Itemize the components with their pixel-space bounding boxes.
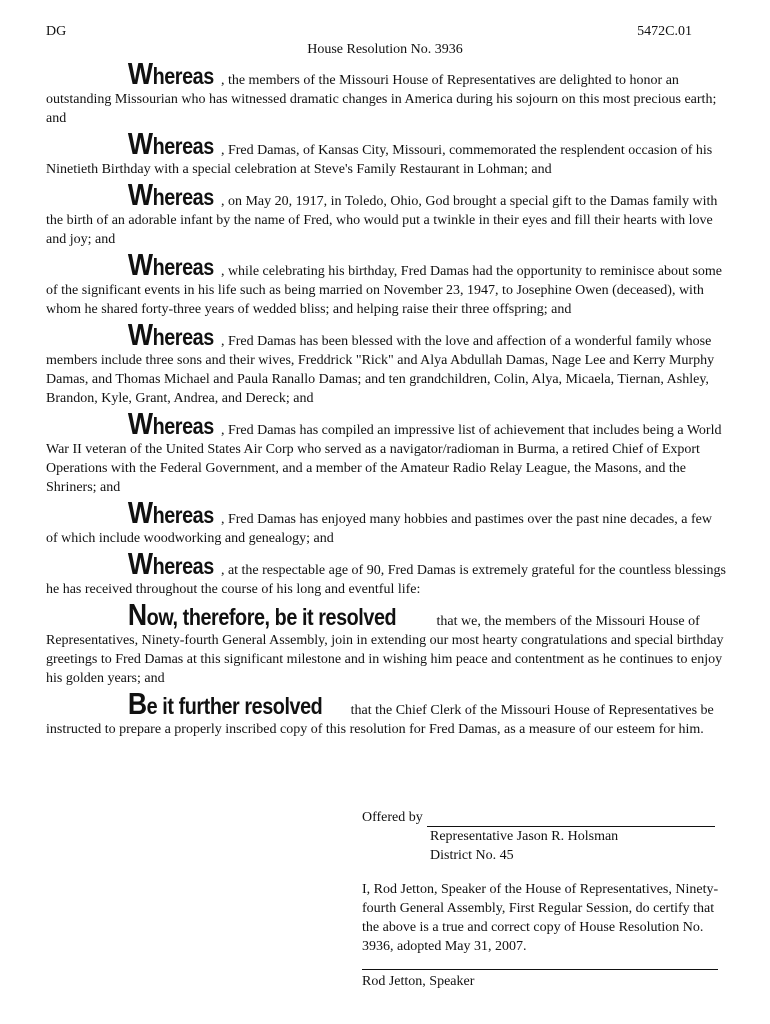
- paragraph-text: , while celebrating his birthday, Fred Damas had the opportunity to reminisce about some of the significant events in his life such as being married on November 23, 1947, to Josephine Owen (deceased), with whom he shared forty-three years of wedded bliss; and helping raise their three offspring; and: [46, 264, 722, 317]
- lead-capital: W: [127, 495, 153, 530]
- header-left-code: DG: [46, 24, 67, 39]
- lead-capital: W: [127, 247, 153, 282]
- resolved-paragraph: [46, 597, 726, 688]
- paragraph-text: , on May 20, 1917, in Toledo, Ohio, God brought a special gift to the Damas family with the birth of an adorable infant by the name of Fred, who would put a twinkle in their eyes and fill their hearts with love and joy; and: [46, 194, 718, 247]
- lead-word: hereas: [152, 254, 214, 280]
- paragraph-lead: [90, 56, 214, 91]
- resolution-body: [46, 56, 726, 745]
- paragraph-text: , at the respectable age of 90, Fred Damas is extremely grateful for the countless blessings he has received throughout the course of his long and eventful life:: [46, 563, 726, 597]
- whereas-paragraph-5: [46, 317, 726, 408]
- whereas-paragraph-4: [46, 247, 726, 319]
- lead-word: hereas: [152, 184, 214, 210]
- lead-capital: W: [127, 406, 153, 441]
- paragraph-lead: [90, 177, 214, 212]
- whereas-paragraph-2: [46, 126, 726, 179]
- lead-word: hereas: [152, 324, 214, 350]
- lead-word: hereas: [152, 553, 214, 579]
- signature-line: [427, 812, 715, 827]
- paragraph-text: that we, the members of the Missouri House of Representatives, Ninety-fourth General Assembly, join in extending our most hearty congratulations and special birthday greetings to Fred Damas at this significant milestone and in wishing him peace and contentment as he continues to enjoy his golden years; and: [46, 614, 724, 686]
- lead-word: hereas: [152, 133, 214, 159]
- district-number: District No. 45: [430, 848, 514, 863]
- lead-capital: W: [127, 546, 153, 581]
- paragraph-text: , Fred Damas has been blessed with the love and affection of a wonderful family whose members include three sons and their wives, Freddrick "Rick" and Alya Abdullah Damas, Nage Lee and Kerry Murphy Damas, and Thomas Michael and Paula Ranallo Damas; and ten grandchildren, Colin, Alya, Micaela, Tiernan, Ashley, Brandon, Kyle, Grant, Andrea, and Dereck; and: [46, 334, 715, 406]
- representative-name: Representative Jason R. Holsman: [430, 829, 619, 844]
- offered-by-block: [362, 808, 722, 865]
- header-right-code: 5472C.01: [637, 24, 692, 39]
- paragraph-lead: [90, 317, 214, 352]
- paragraph-lead: [90, 126, 214, 161]
- whereas-paragraph-7: [46, 495, 726, 548]
- paragraph-text: , Fred Damas has enjoyed many hobbies and pastimes over the past nine decades, a few of which include woodworking and genealogy; and: [46, 512, 712, 546]
- paragraph-text: , the members of the Missouri House of Representatives are delighted to honor an outstanding Missourian who has witnessed dramatic changes in America during his sojourn on this most precious earth; and: [46, 73, 717, 126]
- paragraph-lead: [90, 247, 214, 282]
- paragraph-lead: [90, 686, 323, 721]
- paragraph-text: , Fred Damas has compiled an impressive list of achievement that includes being a World War II veteran of the United States Air Corp who served as a navigator/radioman in Burma, a retired Chief of Export Operations with the Federal Government, and a member of the Amateur Radio Relay League, the Masons, and the Shriners; and: [46, 423, 722, 495]
- paragraph-lead: [90, 406, 214, 441]
- whereas-paragraph-3: [46, 177, 726, 249]
- lead-word: e it further resolved: [146, 693, 323, 719]
- speaker-signature-line: [362, 969, 718, 970]
- further-resolved-paragraph: [46, 686, 726, 739]
- lead-capital: W: [127, 56, 153, 91]
- lead-capital: N: [127, 597, 147, 632]
- lead-word: ow, therefore, be it resolved: [146, 604, 397, 630]
- certification-text: I, Rod Jetton, Speaker of the House of Representatives, Ninety-fourth General Assembly, First Regular Session, do certify that the above is a true and correct copy of House Resolution No. 3936, adopted May 31, 2007.: [362, 882, 719, 954]
- paragraph-lead: [90, 546, 214, 581]
- paragraph-lead: [90, 597, 397, 632]
- lead-capital: B: [127, 686, 147, 721]
- lead-capital: W: [127, 177, 153, 212]
- resolution-title: House Resolution No. 3936: [307, 42, 463, 57]
- lead-word: hereas: [152, 502, 214, 528]
- offered-by-label: Offered by: [362, 810, 423, 825]
- paragraph-lead: [90, 495, 214, 530]
- paragraph-text: , Fred Damas, of Kansas City, Missouri, commemorated the resplendent occasion of his Ninetieth Birthday with a special celebration at Steve's Family Restaurant in Lohman; and: [46, 143, 713, 177]
- lead-capital: W: [127, 317, 153, 352]
- whereas-paragraph-8: [46, 546, 726, 599]
- speaker-name: Rod Jetton, Speaker: [362, 974, 475, 989]
- lead-word: hereas: [152, 413, 214, 439]
- paragraph-text: that the Chief Clerk of the Missouri House of Representatives be instructed to prepare a properly inscribed copy of this resolution for Fred Damas, as a measure of our esteem for him.: [46, 703, 714, 737]
- lead-capital: W: [127, 126, 153, 161]
- whereas-paragraph-6: [46, 406, 726, 497]
- whereas-paragraph-1: [46, 56, 726, 128]
- lead-word: hereas: [152, 63, 214, 89]
